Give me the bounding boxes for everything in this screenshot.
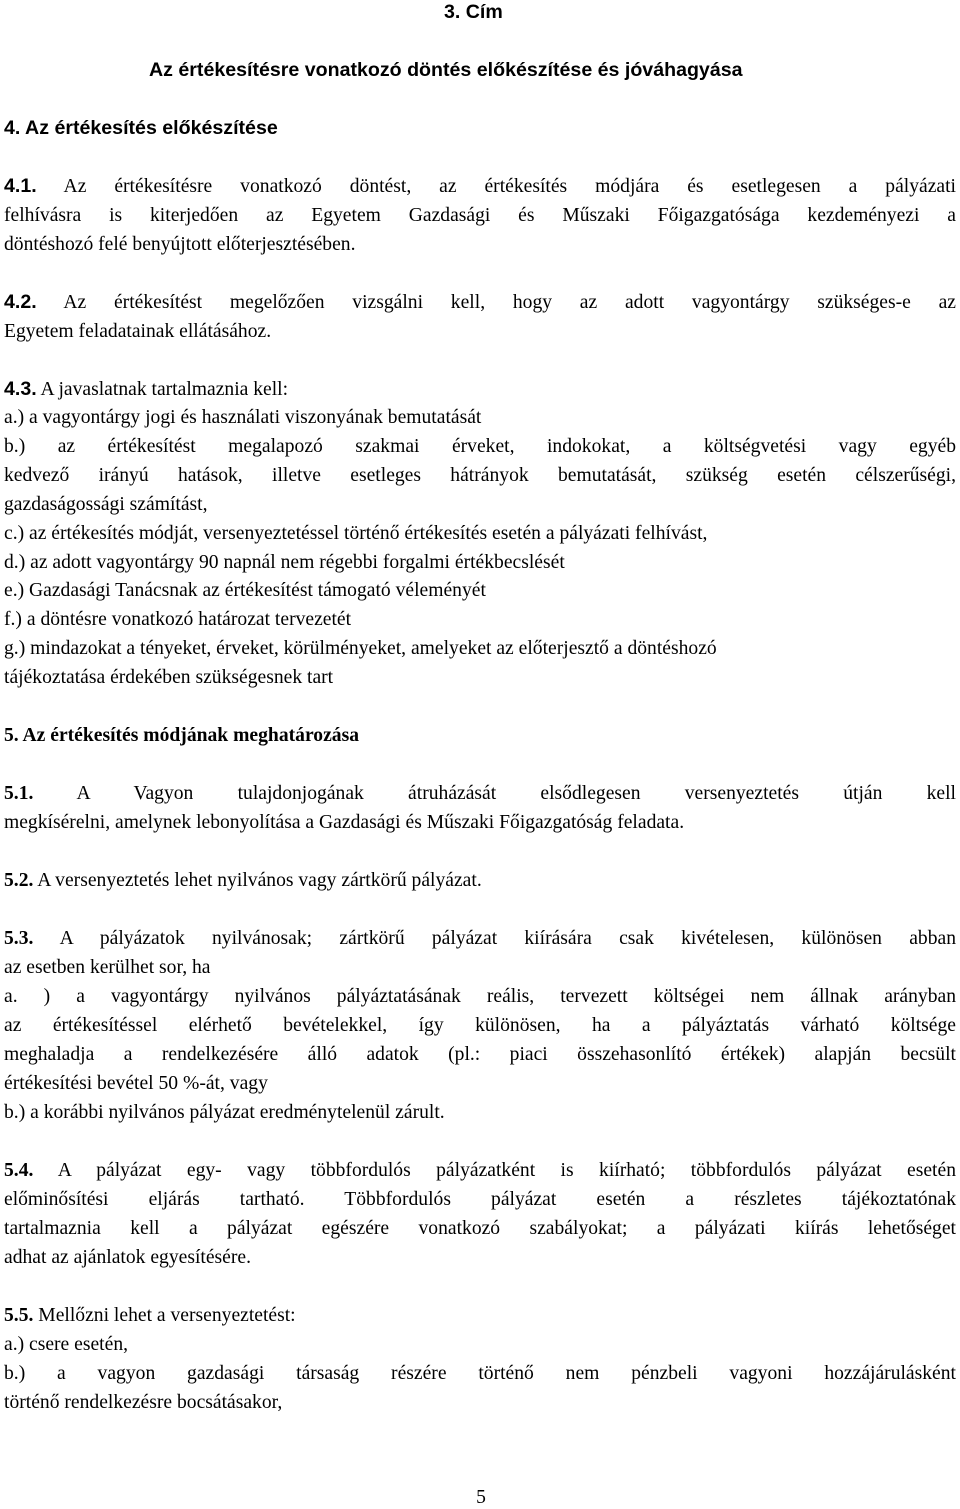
line-text: A javaslatnak tartalmaznia kell: (40, 379, 289, 400)
paragraph-line: történő rendelkezésre bocsátásakor, (4, 1392, 283, 1413)
paragraph-line: értékesítési bevétel 50 %-át, vagy (4, 1073, 268, 1094)
list-item-b: b.) a korábbi nyilvános pályázat eredménytelenül zárult. (4, 1102, 445, 1123)
paragraph-line (4, 871, 482, 891)
section-4-heading: 4. Az értékesítés előkészítése (4, 117, 278, 139)
list-item-e: e.) Gazdasági Tanácsnak az értékesítést támogató véleményét (4, 580, 486, 601)
list-item-a: a.) a vagyontárgy jogi és használati viszonyának bemutatását (4, 407, 482, 428)
list-item-b: b.) az értékesítést megalapozó szakmai érveket, indokokat, a költségvetési vagy egyéb (4, 436, 956, 457)
chapter-title: 3. Cím (444, 1, 503, 23)
list-item-g: g.) mindazokat a tényeket, érveket, körülményeket, amelyeket az előterjesztő a döntéshozó (4, 638, 717, 659)
paragraph-label: 4.3. (4, 378, 37, 400)
paragraph-line (4, 929, 956, 949)
paragraph-label: 5.2. (4, 870, 34, 891)
paragraph-line: felhívásra is kiterjedően az Egyetem Gazdasági és Műszaki Főigazgatósága kezdeményezi a (4, 205, 956, 226)
list-item-a: a.) csere esetén, (4, 1334, 129, 1355)
paragraph-label: 5.3. (4, 928, 34, 949)
paragraph-label: 5.4. (4, 1160, 34, 1181)
paragraph-line (4, 380, 288, 400)
paragraph-line: meghaladja a rendelkezésére álló adatok (pl.: piaci összehasonlító értékek) alapján becsült (4, 1044, 956, 1065)
paragraph-label: 5.5. (4, 1305, 34, 1326)
paragraph-line: előminősítési eljárás tartható. Többfordulós pályázat esetén a részletes tájékoztatónak (4, 1189, 956, 1210)
paragraph-label: 4.1. (4, 175, 37, 197)
paragraph-line (4, 1161, 956, 1181)
paragraph-line: gazdaságossági számítást, (4, 494, 208, 515)
list-item-f: f.) a döntésre vonatkozó határozat tervezetét (4, 609, 352, 630)
line-text: Mellőzni lehet a versenyeztetést: (38, 1305, 296, 1326)
paragraph-line (4, 1306, 296, 1326)
paragraph-line: tájékoztatása érdekében szükségesnek tart (4, 667, 334, 688)
list-item-a: a. ) a vagyontárgy nyilvános pályáztatásának reális, tervezett költségei nem állnak arányban (4, 986, 956, 1007)
line-text: Az értékesítésre vonatkozó döntést, az értékesítés módjára és esetlegesen a pályázati (63, 176, 956, 197)
list-item-b: b.) a vagyon gazdasági társaság részére történő nem pénzbeli vagyoni hozzájárulásként (4, 1363, 956, 1384)
paragraph-line: megkísérelni, amelynek lebonyolítása a Gazdasági és Műszaki Főigazgatóság feladata. (4, 812, 685, 833)
line-text: Az értékesítést megelőzően vizsgálni kell, hogy az adott vagyontárgy szükséges-e az (63, 292, 956, 313)
line-text: A pályázat egy- vagy többfordulós pályázatként is kiírható; többfordulós pályázat esetén (57, 1160, 956, 1181)
paragraph-line: kedvező irányú hatások, illetve esetleges hátrányok bemutatását, szükség esetén célszerűségi, (4, 465, 956, 486)
paragraph-line (4, 177, 956, 197)
paragraph-line: tartalmaznia kell a pályázat egészére vonatkozó szabályokat; a pályázati kiírás lehetőséget (4, 1218, 956, 1239)
paragraph-line: Egyetem feladatainak ellátásához. (4, 321, 272, 342)
paragraph-label: 4.2. (4, 291, 37, 313)
paragraph-line: adhat az ajánlatok egyesítésére. (4, 1247, 251, 1268)
paragraph-label: 5.1. (4, 783, 34, 804)
paragraph-line: az értékesítéssel elérhető bevételekkel, így különösen, ha a pályáztatás várható költsége (4, 1015, 956, 1036)
paragraph-line (4, 784, 956, 804)
section-5-heading: 5. Az értékesítés módjának meghatározása (4, 725, 359, 746)
chapter-subtitle: Az értékesítésre vonatkozó döntés előkészítése és jóváhagyása (149, 59, 743, 81)
paragraph-line (4, 293, 956, 313)
line-text: A versenyeztetés lehet nyilvános vagy zártkörű pályázat. (37, 870, 482, 891)
page-number: 5 (476, 1487, 486, 1508)
list-item-d: d.) az adott vagyontárgy 90 napnál nem régebbi forgalmi értékbecslését (4, 552, 565, 573)
list-item-c: c.) az értékesítés módját, versenyeztetéssel történő értékesítés esetén a pályázati felhívást, (4, 523, 708, 544)
paragraph-line: döntéshozó felé benyújtott előterjesztésében. (4, 234, 356, 255)
line-text: A pályázatok nyilvánosak; zártkörű pályázat kiírására csak kivételesen, különösen abban (59, 928, 956, 949)
line-text: A Vagyon tulajdonjogának átruházását elsődlegesen versenyeztetés útján kell (76, 783, 956, 804)
paragraph-line: az esetben kerülhet sor, ha (4, 957, 211, 978)
